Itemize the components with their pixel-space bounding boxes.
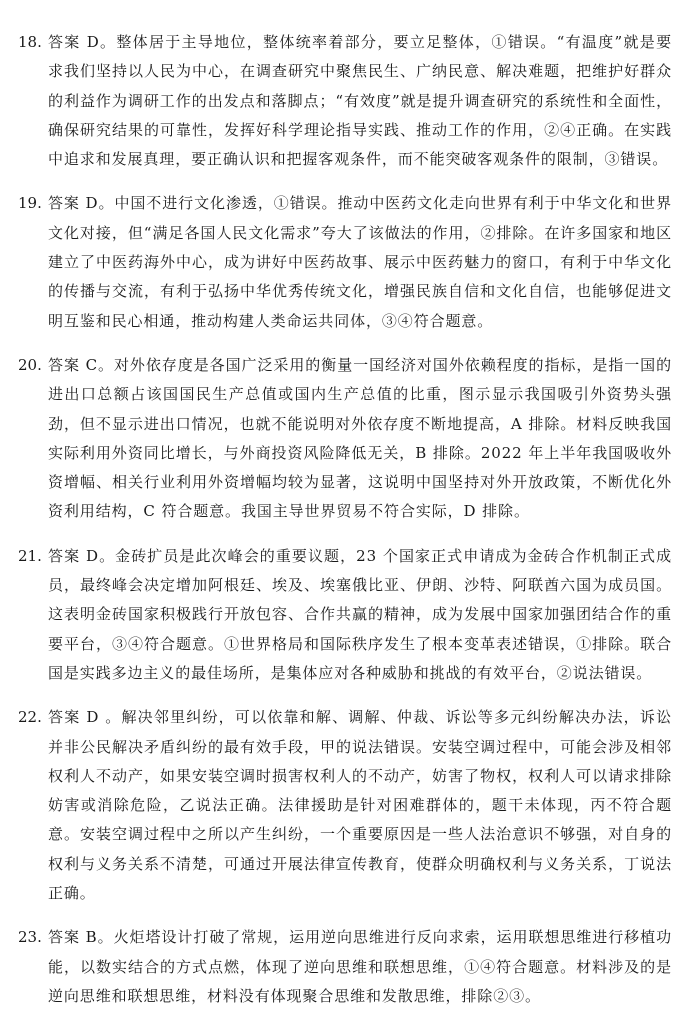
answer-explanation: 答案 C。对外依存度是各国广泛采用的衡量一国经济对国外依赖程度的指标，是指一国的进出口总额占该国国民生产总值或国内生产总值的比重，图示显示我国吸引外资势头强劲，但不显示进出口情况，也就不能说明对外依存度不断地提高，A 排除。材料反映我国实际利用外资同比增长，与外商投资风险降低无关，B 排除。2022 年上半年我国吸收外资增幅、相关行业利用外资增幅均较为显著，这说明中国坚持对外开放政策，不断优化外资利用结构，C 符合题意。我国主导世界贸易不符合实际，D 排除。 [48, 355, 672, 521]
answer-explanation: 答案 B。火炬塔设计打破了常规，运用逆向思维进行反向求索，运用联想思维进行移植功能，以数实结合的方式点燃，体现了逆向思维和联想思维，①④符合题意。材料涉及的是逆向思维和联想思维，材料没有体现聚合思维和发散思维，排除②③。 [48, 928, 672, 1005]
answer-item-23 [18, 923, 672, 1011]
question-number: 22. [18, 708, 42, 727]
question-number: 23. [18, 928, 42, 947]
question-number: 18. [18, 33, 42, 51]
answer-item-19 [18, 189, 672, 335]
question-number: 21. [18, 546, 42, 565]
answer-item-21 [18, 542, 672, 688]
answer-item-18 [18, 28, 672, 174]
answer-explanation: 答案 D。中国不进行文化渗透，①错误。推动中医药文化走向世界有利于中华文化和世界文化对接，但“满足各国人民文化需求”夸大了该做法的作用，②排除。在许多国家和地区建立了中医药海外中心，成为讲好中医药故事、展示中医药魅力的窗口，有利于中华文化的传播与交流，有利于弘扬中华优秀传统文化，增强民族自信和文化自信，也能够促进文明互鉴和民心相通，推动构建人类命运共同体，③④符合题意。 [48, 194, 672, 330]
answer-item-20 [18, 351, 672, 527]
question-number: 20. [18, 355, 42, 374]
question-number: 19. [18, 194, 42, 213]
answer-explanation: 答案 D 。解决邻里纠纷，可以依靠和解、调解、仲裁、诉讼等多元纠纷解决办法，诉讼并非公民解决矛盾纠纷的最有效手段，甲的说法错误。安装空调过程中，可能会涉及相邻权利人不动产，如果安装空调时损害权利人的不动产，妨害了物权，权利人可以请求排除妨害或消除危险，乙说法正确。法律援助是针对困难群体的，题干未体现，丙不符合题意。安装空调过程中之所以产生纠纷，一个重要原因是一些人法治意识不够强，对自身的权利与义务关系不清楚，可通过开展法律宣传教育，使群众明确权利与义务关系，丁说法正确。 [48, 708, 672, 903]
answer-explanation: 答案 D。金砖扩员是此次峰会的重要议题，23 个国家正式申请成为金砖合作机制正式成员，最终峰会决定增加阿根廷、埃及、埃塞俄比亚、伊朗、沙特、阿联酋六国为成员国。这表明金砖国家积极践行开放包容、合作共赢的精神，成为发展中国家加强团结合作的重要平台，③④符合题意。①世界格局和国际秩序发生了根本变革表述错误，①排除。联合国是实践多边主义的最佳场所，是集体应对各种威胁和挑战的有效平台，②说法错误。 [48, 546, 672, 682]
answer-explanation: 答案 D。整体居于主导地位，整体统率着部分，要立足整体，①错误。“有温度”就是要求我们坚持以人民为中心，在调查研究中聚焦民生、广纳民意、解决难题，把维护好群众的利益作为调研工作的出发点和落脚点；“有效度”就是提升调查研究的系统性和全面性，确保研究结果的可靠性，发挥好科学理论指导实践、推动工作的作用，②④正确。在实践中追求和发展真理，要正确认识和把握客观条件，而不能突破客观条件的限制，③错误。 [48, 33, 672, 169]
answer-item-22 [18, 703, 672, 908]
